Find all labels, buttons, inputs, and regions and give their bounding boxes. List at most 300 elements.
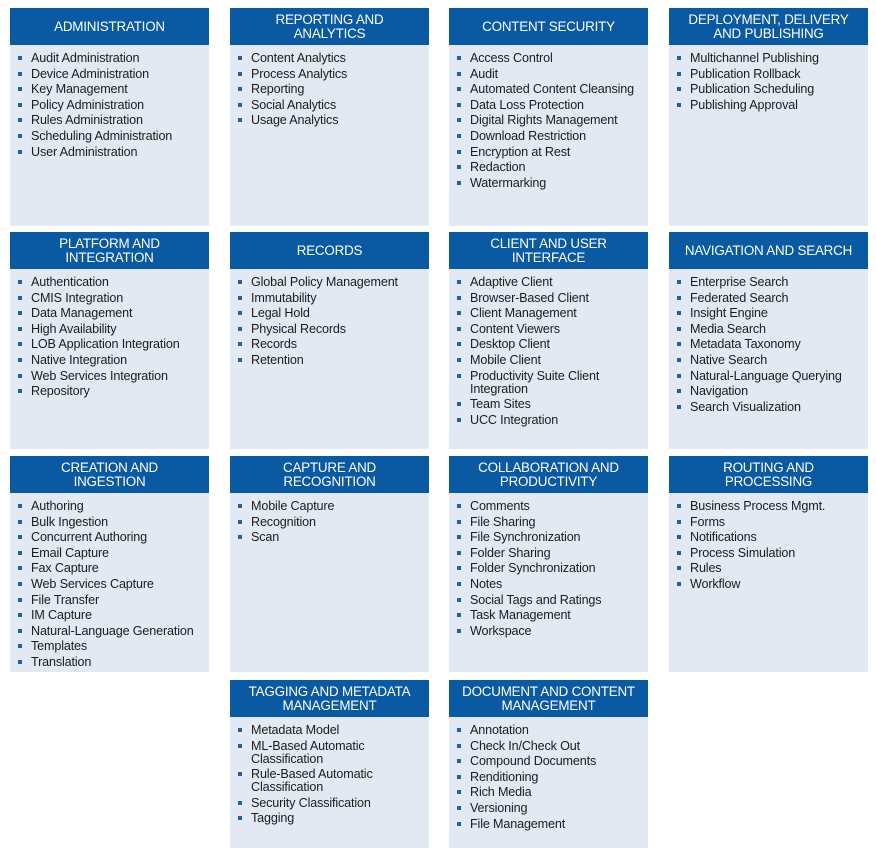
list-item xyxy=(238,516,425,529)
square-bullet-icon xyxy=(18,311,22,315)
list-item-label: Fax Capture xyxy=(31,561,99,576)
square-bullet-icon xyxy=(457,87,461,91)
list-item xyxy=(457,68,644,81)
square-bullet-icon xyxy=(457,822,461,826)
list-item xyxy=(457,740,644,753)
list-item-label: Content Analytics xyxy=(251,51,346,65)
list-item-label: Scheduling Administration xyxy=(31,128,173,143)
square-bullet-icon xyxy=(457,327,461,331)
list-item xyxy=(457,99,644,112)
list-item xyxy=(18,578,205,591)
square-bullet-icon xyxy=(457,551,461,555)
square-bullet-icon xyxy=(238,118,242,122)
square-bullet-icon xyxy=(457,103,461,107)
list-item-label: Browser-Based Client xyxy=(470,290,589,305)
square-bullet-icon xyxy=(238,56,242,60)
list-item xyxy=(18,52,205,65)
panel-title-line: CREATION AND xyxy=(60,459,159,475)
list-item xyxy=(18,594,205,607)
list-item-label: Notifications xyxy=(690,530,757,545)
list-item xyxy=(238,276,425,289)
square-bullet-icon xyxy=(457,311,461,315)
list-item xyxy=(457,323,644,336)
list-item xyxy=(677,276,864,289)
capability-list xyxy=(449,45,648,190)
square-bullet-icon xyxy=(18,644,22,648)
list-item xyxy=(457,786,644,799)
square-bullet-icon xyxy=(677,520,681,524)
list-item-label: Client Management xyxy=(470,306,577,321)
square-bullet-icon xyxy=(238,311,242,315)
list-item xyxy=(18,323,205,336)
list-item xyxy=(677,578,864,591)
square-bullet-icon xyxy=(457,775,461,779)
square-bullet-icon xyxy=(18,504,22,508)
list-item-label: Security Classification xyxy=(251,795,371,810)
list-item xyxy=(457,307,644,320)
panel-title xyxy=(10,232,209,269)
list-item-label: Mobile Client xyxy=(470,352,541,367)
panel-title-line: INGESTION xyxy=(73,473,146,489)
capability-panel xyxy=(10,456,209,672)
square-bullet-icon xyxy=(457,342,461,346)
list-item-label: File Management xyxy=(470,816,566,831)
panel-title xyxy=(230,680,429,717)
list-item xyxy=(18,640,205,653)
list-item xyxy=(677,292,864,305)
list-item-label: Business Process Mgmt. xyxy=(690,499,826,513)
list-item xyxy=(677,547,864,560)
list-item-label: Web Services Integration xyxy=(31,368,168,383)
list-item-label: IM Capture xyxy=(31,608,92,623)
list-item xyxy=(18,609,205,622)
square-bullet-icon xyxy=(18,87,22,91)
list-item-label: Translation xyxy=(31,654,92,669)
list-item xyxy=(677,338,864,351)
list-item xyxy=(238,52,425,65)
list-item-label: Process Analytics xyxy=(251,66,348,81)
list-item-label: Renditioning xyxy=(470,769,539,784)
list-item xyxy=(238,307,425,320)
panel-title-line: DOCUMENT AND CONTENT xyxy=(462,683,635,699)
panel-title xyxy=(449,680,648,717)
panel-title xyxy=(230,232,429,269)
square-bullet-icon xyxy=(238,801,242,805)
square-bullet-icon xyxy=(457,613,461,617)
list-item-label: Workspace xyxy=(470,623,532,638)
square-bullet-icon xyxy=(238,520,242,524)
list-item-label: Access Control xyxy=(470,51,553,65)
list-item xyxy=(457,818,644,831)
square-bullet-icon xyxy=(18,551,22,555)
panel-title-line: ROUTING AND xyxy=(723,459,814,475)
list-item xyxy=(457,130,644,143)
list-item-label: File Sharing xyxy=(470,514,536,529)
list-item-label: Audit Administration xyxy=(31,51,140,65)
list-item-label: Key Management xyxy=(31,82,128,97)
list-item-label: Rule-Based Automatic Classification xyxy=(251,767,373,795)
panel-title-line: RECORDS xyxy=(296,242,363,258)
list-item xyxy=(18,385,205,398)
panel-title-line: MANAGEMENT xyxy=(501,697,596,713)
square-bullet-icon xyxy=(457,165,461,169)
list-item xyxy=(677,531,864,544)
square-bullet-icon xyxy=(238,504,242,508)
panel-title-line: AND PUBLISHING xyxy=(713,25,824,41)
list-item-label: Federated Search xyxy=(690,290,789,305)
square-bullet-icon xyxy=(238,87,242,91)
list-item-label: Policy Administration xyxy=(31,97,145,112)
panel-title-line: NAVIGATION AND SEARCH xyxy=(684,242,853,258)
list-item xyxy=(457,292,644,305)
square-bullet-icon xyxy=(18,118,22,122)
capability-list xyxy=(10,493,209,669)
list-item-label: Web Services Capture xyxy=(31,576,154,591)
list-item-label: Forms xyxy=(690,514,725,529)
square-bullet-icon xyxy=(18,150,22,154)
list-item-label: Digital Rights Management xyxy=(470,113,618,128)
list-item-label: Check In/Check Out xyxy=(470,738,580,753)
list-item xyxy=(238,500,425,513)
list-item-label: Enterprise Search xyxy=(690,275,789,289)
square-bullet-icon xyxy=(457,418,461,422)
panel-title xyxy=(230,456,429,493)
list-item xyxy=(457,161,644,174)
list-item-label: Multichannel Publishing xyxy=(690,51,819,65)
list-item-label: Authoring xyxy=(31,499,84,513)
list-item xyxy=(677,83,864,96)
list-item-label: Process Simulation xyxy=(690,545,796,560)
panel-title-line: INTERFACE xyxy=(511,249,586,265)
list-item-label: Desktop Client xyxy=(470,337,550,352)
panel-title-line: DEPLOYMENT, DELIVERY xyxy=(688,11,849,27)
panel-title-line: CAPTURE AND xyxy=(282,459,377,475)
panel-title xyxy=(449,456,648,493)
panel-title-line: RECOGNITION xyxy=(283,473,376,489)
list-item xyxy=(457,146,644,159)
list-item-label: File Synchronization xyxy=(470,530,581,545)
panel-title xyxy=(669,456,868,493)
square-bullet-icon xyxy=(238,72,242,76)
list-item-label: Natural-Language Querying xyxy=(690,368,842,383)
list-item-label: Immutability xyxy=(251,290,317,305)
square-bullet-icon xyxy=(457,582,461,586)
list-item xyxy=(457,52,644,65)
square-bullet-icon xyxy=(457,728,461,732)
list-item-label: Email Capture xyxy=(31,545,109,560)
capability-panel xyxy=(230,8,429,226)
square-bullet-icon xyxy=(238,358,242,362)
panel-title-line: COLLABORATION AND xyxy=(478,459,619,475)
square-bullet-icon xyxy=(238,342,242,346)
list-item-label: Legal Hold xyxy=(251,306,310,321)
list-item xyxy=(457,414,644,427)
list-item xyxy=(457,562,644,575)
list-item xyxy=(677,323,864,336)
square-bullet-icon xyxy=(677,389,681,393)
list-item xyxy=(457,398,644,411)
list-item-label: Annotation xyxy=(470,723,529,737)
list-item-label: Mobile Capture xyxy=(251,499,335,513)
square-bullet-icon xyxy=(18,598,22,602)
square-bullet-icon xyxy=(18,535,22,539)
list-item-label: File Transfer xyxy=(31,592,100,607)
square-bullet-icon xyxy=(457,181,461,185)
list-item xyxy=(238,338,425,351)
list-item-label: Search Visualization xyxy=(690,399,801,414)
panel-title-line: CONTENT SECURITY xyxy=(482,18,615,34)
list-item xyxy=(457,625,644,638)
list-item xyxy=(18,500,205,513)
capability-list xyxy=(449,269,648,427)
list-item xyxy=(238,768,425,794)
square-bullet-icon xyxy=(677,103,681,107)
square-bullet-icon xyxy=(677,87,681,91)
panel-title xyxy=(230,8,429,45)
list-item xyxy=(457,276,644,289)
list-item-label: Content Viewers xyxy=(470,321,560,336)
square-bullet-icon xyxy=(18,327,22,331)
list-item-label: Recognition xyxy=(251,514,316,529)
panel-title-line: TAGGING AND METADATA xyxy=(248,683,411,699)
list-item-label: Rules xyxy=(690,561,722,576)
square-bullet-icon xyxy=(457,118,461,122)
capability-list xyxy=(449,493,648,638)
list-item xyxy=(457,338,644,351)
list-item-label: Metadata Taxonomy xyxy=(690,337,801,352)
square-bullet-icon xyxy=(18,342,22,346)
list-item xyxy=(18,99,205,112)
list-item-label: Physical Records xyxy=(251,321,346,336)
list-item-label: Task Management xyxy=(470,608,571,623)
panel-title xyxy=(449,8,648,45)
list-item-label: ML-Based Automatic Classification xyxy=(251,738,365,766)
square-bullet-icon xyxy=(18,520,22,524)
square-bullet-icon xyxy=(18,72,22,76)
list-item xyxy=(18,130,205,143)
list-item-label: Authentication xyxy=(31,275,109,289)
capability-list xyxy=(230,269,429,367)
square-bullet-icon xyxy=(457,520,461,524)
square-bullet-icon xyxy=(238,280,242,284)
square-bullet-icon xyxy=(677,566,681,570)
list-item-label: Templates xyxy=(31,639,88,654)
list-item xyxy=(677,562,864,575)
square-bullet-icon xyxy=(457,296,461,300)
capability-list xyxy=(669,45,868,112)
list-item xyxy=(18,547,205,560)
panel-title xyxy=(449,232,648,269)
square-bullet-icon xyxy=(238,744,242,748)
list-item-label: Repository xyxy=(31,384,90,399)
square-bullet-icon xyxy=(457,566,461,570)
list-item xyxy=(18,83,205,96)
square-bullet-icon xyxy=(457,374,461,378)
panel-title-line: PLATFORM AND xyxy=(59,235,160,251)
square-bullet-icon xyxy=(18,358,22,362)
list-item xyxy=(457,609,644,622)
list-item-label: Retention xyxy=(251,352,304,367)
list-item-label: Folder Synchronization xyxy=(470,561,596,576)
square-bullet-icon xyxy=(238,296,242,300)
list-item xyxy=(457,724,644,737)
list-item xyxy=(18,531,205,544)
list-item xyxy=(18,656,205,669)
list-item xyxy=(677,500,864,513)
list-item xyxy=(18,307,205,320)
panel-title-line: PRODUCTIVITY xyxy=(499,473,598,489)
list-item-label: Productivity Suite Client Integration xyxy=(470,368,600,396)
square-bullet-icon xyxy=(677,342,681,346)
list-item xyxy=(18,276,205,289)
capability-panel xyxy=(230,680,429,848)
square-bullet-icon xyxy=(457,806,461,810)
list-item xyxy=(18,338,205,351)
list-item-label: Insight Engine xyxy=(690,306,768,321)
square-bullet-icon xyxy=(457,535,461,539)
list-item xyxy=(238,724,425,737)
square-bullet-icon xyxy=(677,311,681,315)
list-item xyxy=(238,531,425,544)
list-item-label: Global Policy Management xyxy=(251,275,398,289)
list-item-label: Rich Media xyxy=(470,785,532,800)
list-item xyxy=(457,516,644,529)
list-item xyxy=(457,755,644,768)
list-item-label: Data Management xyxy=(31,306,133,321)
capability-panel xyxy=(10,8,209,226)
list-item-label: Rules Administration xyxy=(31,113,143,128)
list-item xyxy=(457,771,644,784)
square-bullet-icon xyxy=(18,660,22,664)
list-item-label: Navigation xyxy=(690,384,749,399)
square-bullet-icon xyxy=(677,296,681,300)
capability-panel xyxy=(230,232,429,449)
list-item-label: UCC Integration xyxy=(470,412,559,427)
list-item xyxy=(18,370,205,383)
list-item-label: Compound Documents xyxy=(470,754,597,769)
square-bullet-icon xyxy=(677,551,681,555)
square-bullet-icon xyxy=(238,535,242,539)
list-item xyxy=(457,802,644,815)
square-bullet-icon xyxy=(18,134,22,138)
list-item xyxy=(238,740,425,766)
square-bullet-icon xyxy=(238,327,242,331)
panel-title-line: CLIENT AND USER xyxy=(490,235,607,251)
square-bullet-icon xyxy=(457,72,461,76)
capability-panel xyxy=(449,456,648,672)
capability-panel xyxy=(669,8,868,226)
list-item xyxy=(238,68,425,81)
list-item xyxy=(238,323,425,336)
list-item xyxy=(457,547,644,560)
capability-list xyxy=(449,717,648,831)
panel-title xyxy=(10,8,209,45)
list-item-label: Redaction xyxy=(470,160,526,175)
square-bullet-icon xyxy=(457,150,461,154)
panel-title xyxy=(669,232,868,269)
square-bullet-icon xyxy=(457,744,461,748)
list-item xyxy=(238,354,425,367)
square-bullet-icon xyxy=(457,56,461,60)
list-item-label: CMIS Integration xyxy=(31,290,124,305)
square-bullet-icon xyxy=(677,56,681,60)
list-item-label: Watermarking xyxy=(470,175,547,190)
list-item-label: Team Sites xyxy=(470,397,531,412)
list-item-label: Social Tags and Ratings xyxy=(470,592,602,607)
list-item-label: Publication Rollback xyxy=(690,66,801,81)
list-item-label: Concurrent Authoring xyxy=(31,530,148,545)
list-item xyxy=(677,401,864,414)
list-item xyxy=(457,500,644,513)
panel-title xyxy=(10,456,209,493)
square-bullet-icon xyxy=(18,582,22,586)
square-bullet-icon xyxy=(677,535,681,539)
list-item-label: Folder Sharing xyxy=(470,545,551,560)
square-bullet-icon xyxy=(677,327,681,331)
square-bullet-icon xyxy=(457,280,461,284)
list-item-label: Audit xyxy=(470,66,498,81)
list-item xyxy=(677,68,864,81)
square-bullet-icon xyxy=(677,405,681,409)
list-item xyxy=(457,594,644,607)
list-item xyxy=(238,114,425,127)
list-item-label: Device Administration xyxy=(31,66,149,81)
list-item xyxy=(677,354,864,367)
list-item xyxy=(18,562,205,575)
list-item-label: Media Search xyxy=(690,321,766,336)
square-bullet-icon xyxy=(457,759,461,763)
list-item xyxy=(18,146,205,159)
list-item-label: Automated Content Cleansing xyxy=(470,82,634,97)
list-item-label: Comments xyxy=(470,499,530,513)
list-item xyxy=(18,68,205,81)
square-bullet-icon xyxy=(677,504,681,508)
list-item-label: Native Integration xyxy=(31,352,128,367)
list-item xyxy=(457,83,644,96)
list-item xyxy=(677,99,864,112)
square-bullet-icon xyxy=(457,790,461,794)
list-item-label: Tagging xyxy=(251,811,295,826)
square-bullet-icon xyxy=(238,103,242,107)
square-bullet-icon xyxy=(18,613,22,617)
list-item-label: Scan xyxy=(251,530,280,545)
square-bullet-icon xyxy=(677,72,681,76)
list-item xyxy=(238,292,425,305)
panel-title-line: PROCESSING xyxy=(724,473,813,489)
square-bullet-icon xyxy=(457,598,461,602)
list-item xyxy=(677,307,864,320)
list-item-label: Metadata Model xyxy=(251,723,340,737)
list-item xyxy=(457,114,644,127)
square-bullet-icon xyxy=(18,389,22,393)
list-item xyxy=(238,797,425,810)
list-item xyxy=(677,516,864,529)
panel-title-line: INTEGRATION xyxy=(65,249,154,265)
square-bullet-icon xyxy=(18,56,22,60)
capability-list xyxy=(230,493,429,544)
square-bullet-icon xyxy=(18,296,22,300)
capability-panel xyxy=(449,232,648,449)
list-item-label: Data Loss Protection xyxy=(470,97,584,112)
square-bullet-icon xyxy=(238,728,242,732)
square-bullet-icon xyxy=(18,280,22,284)
square-bullet-icon xyxy=(18,374,22,378)
list-item-label: Native Search xyxy=(690,352,768,367)
list-item-label: Natural-Language Generation xyxy=(31,623,194,638)
capability-list xyxy=(10,269,209,398)
square-bullet-icon xyxy=(677,374,681,378)
square-bullet-icon xyxy=(677,582,681,586)
